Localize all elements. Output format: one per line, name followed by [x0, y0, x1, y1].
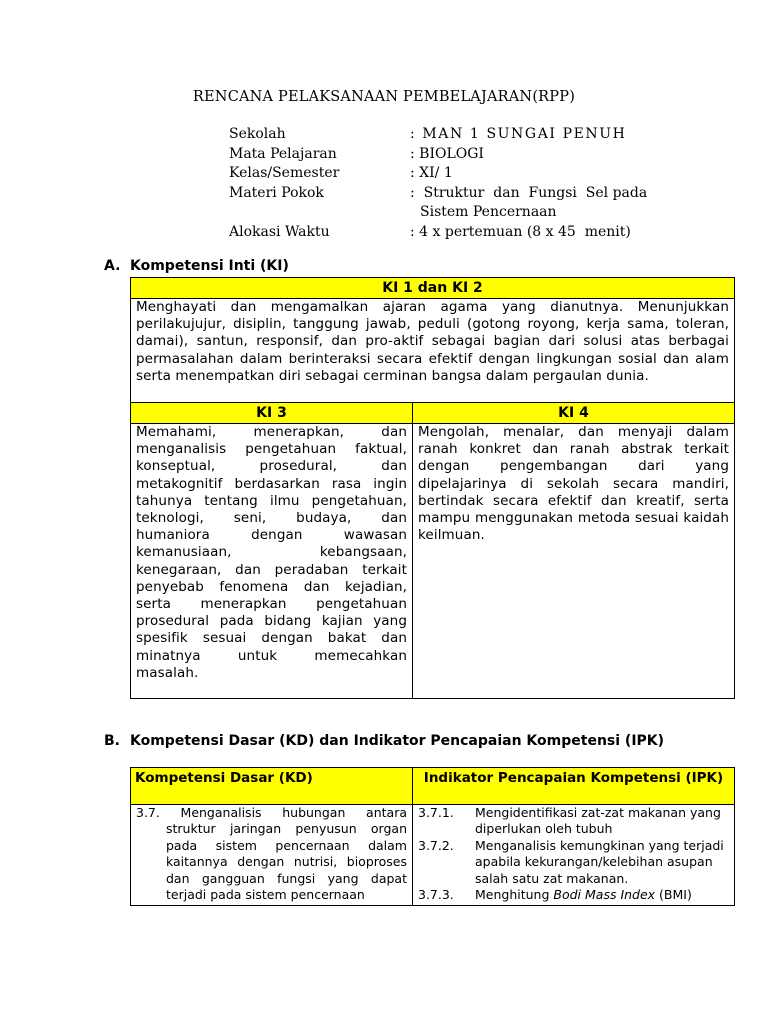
ki-4-header: KI 4 [413, 403, 735, 424]
ki-3-text: Memahami, menerapkan, dan menganalisis pengetahuan faktual, konseptual, prosedural, dan metakognitif berdasarkan rasa ingin tahunya tentang ilmu pengetahuan, teknologi, seni, budaya, dan humaniora dengan wawasan kemanusiaan, kebangsaan, kenegaraan, dan peradaban terkait penyebab fenomena dan kejadian, serta menerapkan pengetahuan prosedural pada bidang kajian yang spesifik sesuai dengan bakat dan minatnya untuk memecahkan masalah. [131, 424, 413, 699]
alokasi-value: : 4 x pertemuan (8 x 45 menit) [410, 223, 631, 240]
materi-value: : Struktur dan Fungsi Sel pada [410, 184, 648, 201]
section-a-title: Kompetensi Inti (KI) [130, 258, 289, 274]
ipk-text: Mengidentifikasi zat-zat makanan yang diperlukan oleh tubuh [475, 805, 721, 837]
ipk-text-em: Bodi Mass Index [553, 887, 656, 903]
identity-row-kelas [229, 164, 660, 184]
ki-1-2-text: Menghayati dan mengamalkan ajaran agama yang dianutnya. Menunjukkan perilakujujur, disiplin, tanggung jawab, peduli (gotong royong, kerja sama, toleran, damai), santun, responsif, dan pro-aktif sebagai bagian dari solusi atas berbagai permasalahan dalam berinteraksi secara efektif dengan lingkungan sosial dan alam serta menempatkan diri sebagai cerminan bangsa dalam pergaulan dunia. [131, 299, 735, 403]
ipk-item [418, 805, 729, 838]
ipk-text-pre: Menghitung [475, 887, 554, 903]
kd-ipk-table [130, 767, 735, 906]
ipk-number: 3.7.3. [418, 887, 454, 903]
identity-row-alokasi [229, 223, 660, 243]
sekolah-value: : MAN 1 SUNGAI PENUH [410, 126, 627, 142]
kd-cell [131, 805, 413, 906]
identity-row-materi [229, 184, 660, 204]
section-b-title: Kompetensi Dasar (KD) dan Indikator Pencapaian Kompetensi (IPK) [130, 733, 665, 749]
section-b-heading [104, 733, 664, 749]
section-b-number: B. [104, 733, 120, 749]
alokasi-label: Alokasi Waktu [229, 223, 330, 240]
ki-table [130, 277, 735, 699]
section-a-number: A. [104, 258, 121, 274]
ipk-cell [413, 805, 735, 906]
ki-1-2-header: KI 1 dan KI 2 [131, 278, 735, 299]
mapel-label: Mata Pelajaran [229, 145, 337, 162]
identity-row-materi-cont [229, 203, 660, 223]
ki-3-header: KI 3 [131, 403, 413, 424]
ipk-text-post: (BMI) [655, 887, 692, 903]
section-a-heading [104, 258, 289, 274]
identity-row-sekolah [229, 125, 660, 145]
ipk-header: Indikator Pencapaian Kompetensi (IPK) [413, 768, 735, 805]
kd-3-7-text: 3.7. Menganalisis hubungan antara struktur jaringan penyusun organ pada sistem pencernaan dalam kaitannya dengan nutrisi, bioproses dan gangguan fungsi yang dapat terjadi pada sistem pencernaan [136, 805, 407, 903]
ipk-item [418, 838, 729, 887]
materi-label: Materi Pokok [229, 184, 324, 201]
kelas-label: Kelas/Semester [229, 165, 340, 181]
materi-value-continued: Sistem Pencernaan [420, 204, 557, 220]
mapel-value: : BIOLOGI [410, 145, 484, 162]
ipk-number: 3.7.2. [418, 837, 454, 853]
document-title: RENCANA PELAKSANAAN PEMBELAJARAN(RPP) [192, 89, 576, 105]
ipk-item [418, 887, 729, 903]
ipk-number: 3.7.1. [418, 805, 454, 820]
kelas-value: : XI/ 1 [410, 165, 453, 181]
identity-row-mapel [229, 145, 660, 165]
kd-header: Kompetensi Dasar (KD) [131, 768, 413, 805]
ipk-text [475, 887, 729, 903]
sekolah-label: Sekolah [229, 126, 286, 142]
identity-block [229, 125, 660, 242]
ki-4-text: Mengolah, menalar, dan menyaji dalam ranah konkret dan ranah abstrak terkait dengan pengembangan dari yang dipelajarinya di sekolah secara mandiri, bertindak secara efektif dan kreatif, serta mampu menggunakan metoda sesuai kaidah keilmuan. [413, 424, 735, 699]
ipk-text: Menganalisis kemungkinan yang terjadi apabila kekurangan/kelebihan asupan salah satu zat makanan. [475, 837, 724, 886]
